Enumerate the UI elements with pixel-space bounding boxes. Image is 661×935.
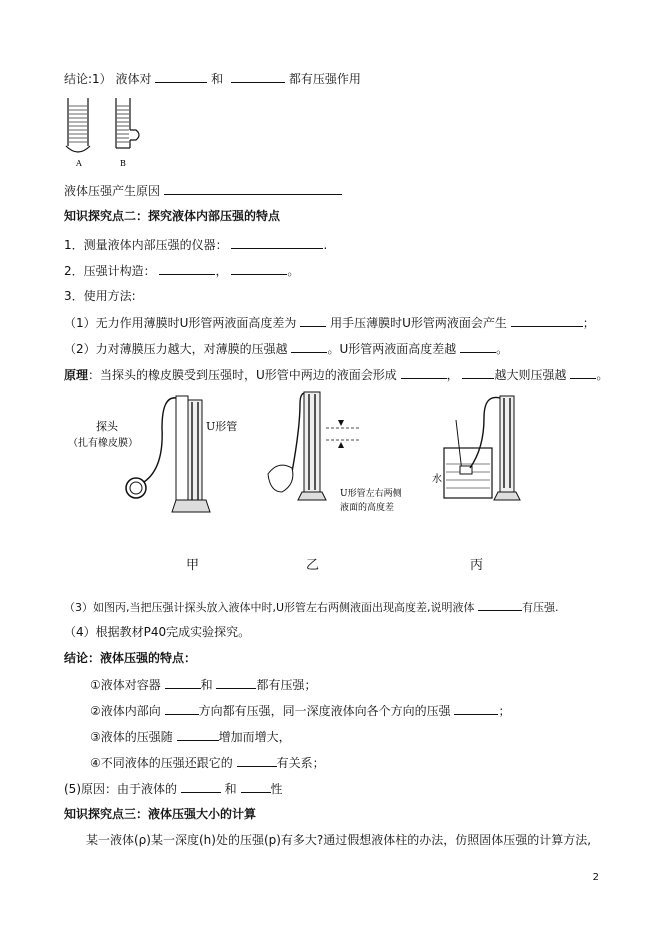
blank xyxy=(231,262,287,275)
blank xyxy=(241,780,271,793)
item-2-line xyxy=(64,262,299,279)
conclusion-heading: 结论：液体压强的特点： xyxy=(64,651,197,665)
feature-2-line xyxy=(90,702,510,719)
caption-jia: 甲 xyxy=(186,558,200,573)
text: 1．测量液体内部压强的仪器： xyxy=(64,238,228,252)
label-a: A xyxy=(76,159,82,168)
text: 和 xyxy=(224,782,237,796)
text: 越大则压强越 xyxy=(494,368,567,382)
page-number: 2 xyxy=(592,872,599,883)
figure-ab xyxy=(64,96,148,176)
text: 有压强. xyxy=(522,601,559,614)
text: 用手压薄膜时U形管两液面会产生 xyxy=(330,316,507,330)
label-b: B xyxy=(120,159,126,168)
usage-4-line: （4）根据教材P40完成实验探究。 xyxy=(64,625,251,639)
text: 。U形管两液面高度差越 xyxy=(327,342,457,356)
blank xyxy=(401,366,447,379)
text: 和 xyxy=(211,72,224,86)
height-note-2: 液面的高度差 xyxy=(340,503,395,513)
feature-4-line xyxy=(90,754,325,771)
blank xyxy=(300,314,326,327)
text: （1）无力作用薄膜时U形管两液面高度差为 xyxy=(64,316,297,330)
text: 增加而增大， xyxy=(218,730,291,744)
blank xyxy=(478,598,522,611)
text: 。 xyxy=(496,342,509,356)
blank xyxy=(462,366,494,379)
blank xyxy=(454,702,498,715)
figure-bing xyxy=(432,396,520,500)
blank xyxy=(177,728,219,741)
blank xyxy=(231,236,323,249)
water-label: 水 xyxy=(432,474,442,485)
principle-label: 原理 xyxy=(64,368,89,382)
blank xyxy=(216,676,256,689)
text: ； xyxy=(498,704,511,718)
text: 和 xyxy=(200,678,213,692)
blank xyxy=(165,702,199,715)
probe-label: 探头 xyxy=(96,420,118,433)
calc-intro-line: 某一液体(ρ)某一深度(h)处的压强(p)有多大?通过假想液体柱的办法，仿照固体压强的计算方法, xyxy=(86,833,592,847)
blank xyxy=(237,754,277,767)
text: 方向都有压强，同一深度液体向各个方向的压强 xyxy=(198,704,451,718)
text: ， xyxy=(446,368,459,382)
item-3-line: 3．使用方法: xyxy=(64,289,136,303)
text: 结论:1） 液体对 xyxy=(64,72,152,86)
blank xyxy=(164,182,342,195)
text: （2）力对薄膜压力越大，对薄膜的压强越 xyxy=(64,342,288,356)
usage-1-line xyxy=(64,314,595,331)
pressure-cause-line xyxy=(64,182,342,199)
text: (5)原因：由于液体的 xyxy=(64,782,177,796)
text: 都有压强； xyxy=(256,678,317,692)
usage-3-line xyxy=(64,598,559,616)
height-note-1: U形管左右两侧 xyxy=(340,489,402,499)
blank xyxy=(181,780,221,793)
text: 都有压强作用 xyxy=(288,72,361,86)
feature-1-line xyxy=(90,676,316,693)
text: 。 xyxy=(287,264,300,278)
text: ①液体对容器 xyxy=(90,678,161,692)
figure-yi xyxy=(268,392,402,513)
text: ， xyxy=(215,264,228,278)
text: （3）如图丙,当把压强计探头放入液体中时,U形管左右两侧液面出现高度差,说明液体 xyxy=(64,601,475,614)
item-1-line: 1．测量液体内部压强的仪器： . xyxy=(64,238,328,252)
blank xyxy=(159,262,215,275)
feature-3-line xyxy=(90,728,291,745)
reason-line xyxy=(64,780,283,797)
section-heading-3: 知识探究点三：液体压强大小的计算 xyxy=(64,807,257,821)
text: ； xyxy=(582,316,595,330)
text: 。 xyxy=(596,368,609,382)
blank xyxy=(165,676,201,689)
u-tube-label: U形管 xyxy=(206,420,238,433)
text: 性 xyxy=(270,782,283,796)
blank xyxy=(511,314,583,327)
blank xyxy=(155,70,207,83)
section-heading-2: 知识探究点二：探究液体内部压强的特点 xyxy=(64,209,281,223)
text: 2．压强计构造： xyxy=(64,264,156,278)
text: ④不同液体的压强还跟它的 xyxy=(90,756,233,770)
blank xyxy=(570,366,596,379)
principle-line xyxy=(64,366,608,383)
blank xyxy=(231,70,285,83)
text: ②液体内部向 xyxy=(90,704,161,718)
probe-note: （扎有橡皮膜） xyxy=(68,438,138,449)
text: 有关系； xyxy=(276,756,325,770)
figure-jia xyxy=(68,396,237,512)
caption-yi: 乙 xyxy=(306,558,320,573)
manometer-figures xyxy=(64,388,604,528)
usage-2-line xyxy=(64,340,508,357)
text: ：当探头的橡皮膜受到压强时，U形管中两边的液面会形成 xyxy=(88,368,397,382)
blank xyxy=(291,340,327,353)
conclusion-1-line xyxy=(64,70,361,87)
text: 液体压强产生原因 xyxy=(64,184,161,198)
caption-bing: 丙 xyxy=(470,558,484,573)
text: ③液体的压强随 xyxy=(90,730,173,744)
blank xyxy=(460,340,496,353)
